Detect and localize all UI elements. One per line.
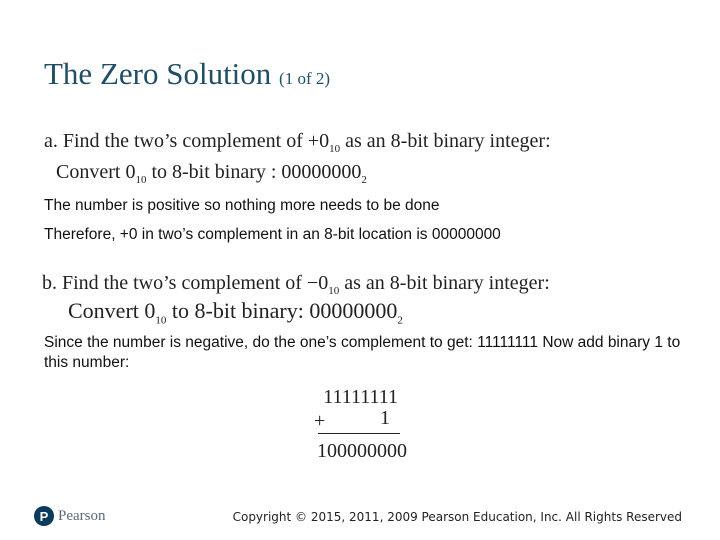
part-a-base: 10 [329, 143, 341, 155]
binary-addition [310, 386, 410, 476]
part-b-base: 10 [328, 285, 340, 297]
part-a-result-base: 2 [361, 174, 367, 186]
addition-result: 100000000 [317, 440, 407, 462]
part-b-convert-prefix: Convert [68, 298, 139, 323]
part-b-question [42, 272, 550, 297]
addition-underline [318, 433, 400, 434]
part-a-question-text: a. Find the two’s complement of [44, 130, 303, 152]
part-a-convert-number: 0 [125, 161, 136, 183]
part-b-convert-number: 0 [144, 298, 156, 323]
part-a-convert-mid: to 8-bit binary : [151, 161, 277, 183]
part-b-number: 0 [318, 272, 329, 294]
part-b-result-base: 2 [397, 314, 403, 327]
part-a-line1: The number is positive so nothing more needs to be done [44, 197, 440, 214]
part-a-question [44, 130, 551, 155]
part-a-number: 0 [319, 130, 330, 152]
part-b-question-end: as an 8-bit binary integer: [344, 272, 550, 294]
slide-title [44, 56, 330, 92]
part-b-convert [68, 298, 403, 326]
pearson-logo-icon: P [34, 506, 54, 526]
copyright-notice: Copyright © 2015, 2011, 2009 Pearson Education, Inc. All Rights Reserved [232, 510, 682, 524]
part-b-convert-result: 00000000 [309, 298, 398, 323]
part-a-convert-base: 10 [135, 174, 147, 186]
addition-operand1: 11111111 [323, 386, 398, 408]
part-a-convert [56, 161, 367, 186]
part-b-question-text: b. Find the two’s complement of [42, 272, 302, 294]
part-a-line2: Therefore, +0 in two’s complement in an 8-bit location is 00000000 [44, 226, 501, 243]
title-main: The Zero Solution [44, 56, 272, 91]
part-b-convert-base: 10 [155, 314, 167, 327]
title-page-indicator: (1 of 2) [279, 69, 331, 88]
addition-operand2: 1 [380, 407, 390, 429]
part-a-sign: + [307, 130, 320, 152]
part-b-convert-mid: to 8-bit binary: [171, 298, 304, 323]
pearson-logo [34, 506, 106, 526]
part-a-convert-prefix: Convert [56, 161, 121, 183]
part-b-sign: − [306, 272, 319, 294]
addition-operator: + [314, 410, 326, 432]
pearson-logo-text: Pearson [58, 507, 106, 524]
part-a-question-end: as an 8-bit binary integer: [345, 130, 551, 152]
part-a-convert-result: 00000000 [281, 161, 362, 183]
part-b-explanation: Since the number is negative, do the one’s complement to get: 11111111 Now add binary 1 to this number: [44, 334, 681, 371]
